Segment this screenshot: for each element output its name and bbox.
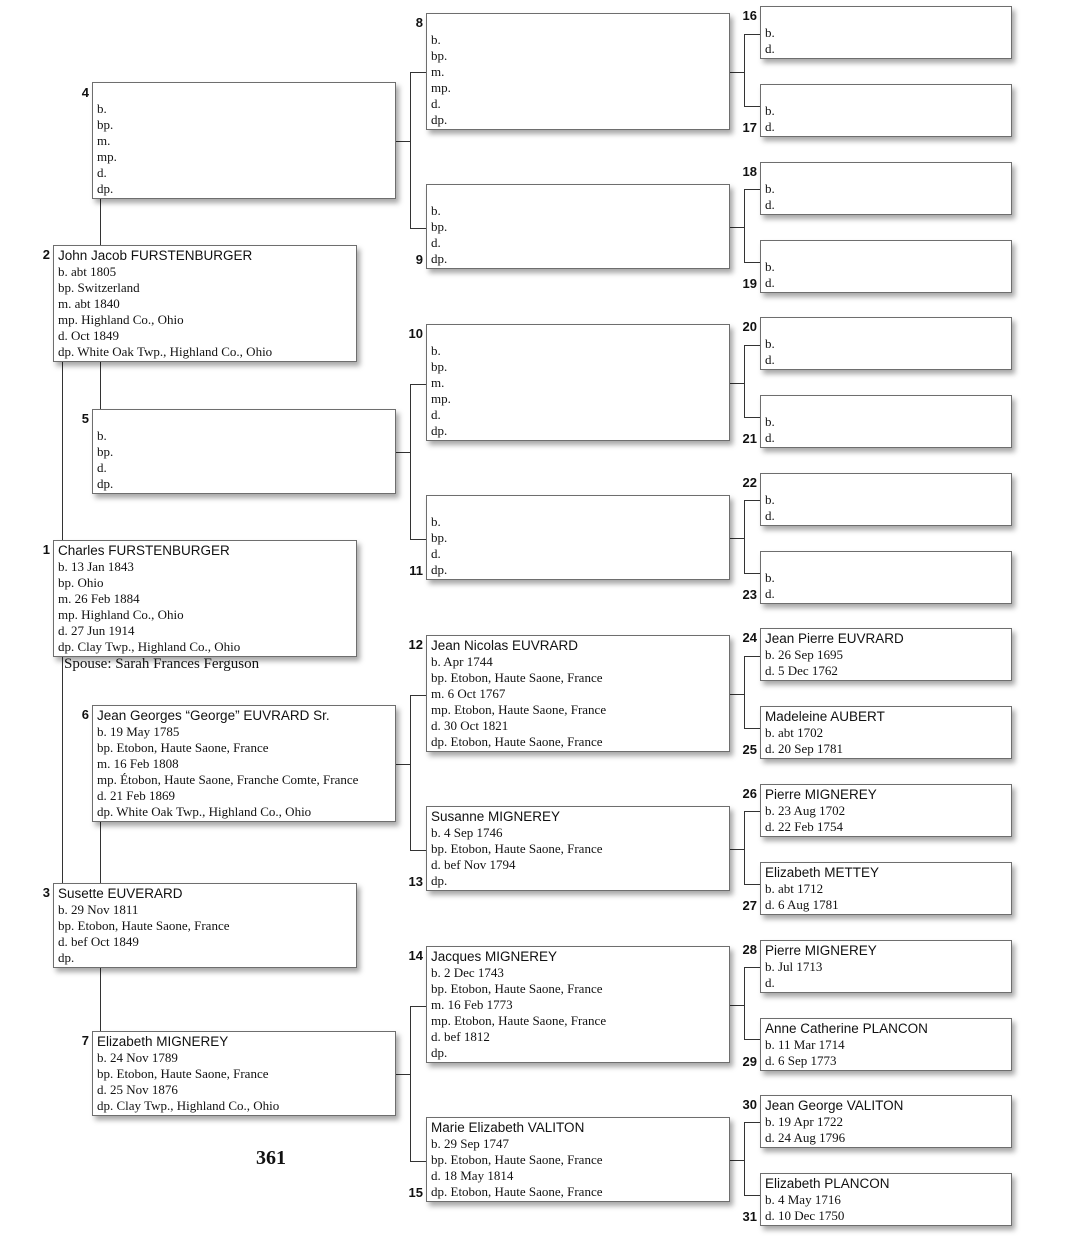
ahnentafel-number: 7 bbox=[81, 1033, 89, 1048]
person-detail-line: m. bbox=[97, 132, 111, 148]
person-detail-line: b. 11 Mar 1714 bbox=[765, 1037, 845, 1052]
person-detail-line: m. 6 Oct 1767 bbox=[431, 685, 506, 701]
person-detail-line: d. 18 May 1814 bbox=[431, 1167, 514, 1183]
connector-line bbox=[744, 189, 760, 190]
connector-line bbox=[410, 228, 426, 229]
person-box-18 bbox=[760, 162, 1012, 215]
person-name: Jean Georges “George” EUVRARD Sr. bbox=[97, 708, 330, 723]
person-detail-line: d. bbox=[97, 164, 107, 180]
person-box-15 bbox=[426, 1117, 730, 1202]
person-detail-line: d. 24 Aug 1796 bbox=[765, 1129, 846, 1145]
person-detail-line: mp. Highland Co., Ohio bbox=[58, 606, 184, 622]
person-detail-line: b. Jul 1713 bbox=[765, 959, 823, 974]
connector-line bbox=[730, 1160, 744, 1161]
connector-line bbox=[396, 141, 410, 142]
ahnentafel-number: 2 bbox=[42, 247, 50, 262]
connector-line bbox=[744, 345, 760, 346]
person-detail-line: bp. Switzerland bbox=[58, 279, 140, 295]
person-box-27 bbox=[760, 862, 1012, 915]
person-detail-line: d. 10 Dec 1750 bbox=[765, 1207, 845, 1223]
connector-line bbox=[410, 384, 426, 385]
ahnentafel-number: 26 bbox=[742, 786, 757, 801]
person-box-5 bbox=[92, 409, 396, 494]
person-detail-line: b. abt 1805 bbox=[58, 264, 117, 279]
person-name: Jean Pierre EUVRARD bbox=[765, 631, 904, 646]
person-detail-line: m. bbox=[431, 63, 445, 79]
person-detail-line: b. bbox=[97, 428, 107, 443]
person-detail-line: dp. bbox=[431, 111, 448, 127]
person-detail-line: m. 26 Feb 1884 bbox=[58, 590, 140, 606]
person-detail-line: bp. bbox=[431, 47, 448, 63]
person-detail-line: mp. bbox=[431, 390, 451, 406]
person-detail-line: dp. bbox=[431, 250, 448, 266]
person-box-19 bbox=[760, 240, 1012, 293]
connector-line bbox=[396, 1074, 410, 1075]
person-name bbox=[431, 187, 729, 203]
person-detail-line: b. bbox=[765, 103, 775, 118]
person-detail-line: d. bbox=[765, 974, 775, 990]
connector-line bbox=[744, 417, 760, 418]
person-name: Jacques MIGNEREY bbox=[431, 949, 558, 964]
person-detail-line: dp. bbox=[58, 949, 75, 965]
person-detail-line: mp. bbox=[97, 148, 117, 164]
person-name bbox=[97, 85, 395, 101]
person-box-31 bbox=[760, 1173, 1012, 1226]
spouse-line: Spouse: Sarah Frances Ferguson bbox=[64, 656, 260, 672]
connector-line bbox=[730, 383, 744, 384]
person-detail-line: d. 30 Oct 1821 bbox=[431, 717, 509, 733]
person-detail-line: b. bbox=[765, 25, 775, 40]
person-name bbox=[765, 476, 1011, 492]
person-name: Susanne MIGNEREY bbox=[431, 809, 561, 824]
person-box-14 bbox=[426, 946, 730, 1063]
person-detail-line: d. 5 Dec 1762 bbox=[765, 662, 838, 678]
ahnentafel-number: 1 bbox=[42, 542, 50, 557]
connector-line bbox=[410, 695, 411, 850]
person-box-25 bbox=[760, 706, 1012, 759]
person-name: Anne Catherine PLANCON bbox=[765, 1021, 928, 1036]
person-name: Charles FURSTENBURGER bbox=[58, 543, 230, 558]
person-box-9 bbox=[426, 184, 730, 269]
person-box-28 bbox=[760, 940, 1012, 993]
person-detail-line: m. 16 Feb 1773 bbox=[431, 996, 513, 1012]
connector-line bbox=[744, 967, 760, 968]
ahnentafel-number: 27 bbox=[742, 898, 757, 913]
person-detail-line: b. bbox=[431, 343, 441, 358]
connector-line bbox=[744, 1122, 760, 1123]
person-detail-line: d. 21 Feb 1869 bbox=[97, 787, 175, 803]
person-detail-line: m. abt 1840 bbox=[58, 295, 120, 311]
person-detail-line: d. bbox=[431, 234, 441, 250]
person-name bbox=[765, 87, 1011, 103]
person-detail-line: bp. bbox=[431, 529, 448, 545]
person-box-1 bbox=[53, 540, 357, 657]
person-box-20 bbox=[760, 317, 1012, 370]
person-detail-line: b. 29 Nov 1811 bbox=[58, 902, 139, 917]
connector-line bbox=[744, 34, 760, 35]
person-detail-line: dp. bbox=[97, 180, 114, 196]
person-detail-line: d. bbox=[97, 459, 107, 475]
person-detail-line: dp. White Oak Twp., Highland Co., Ohio bbox=[97, 803, 312, 819]
connector-line bbox=[730, 72, 744, 73]
ahnentafel-number: 18 bbox=[742, 164, 757, 179]
person-detail-line: bp. Ohio bbox=[58, 574, 104, 590]
ahnentafel-number: 25 bbox=[742, 742, 757, 757]
person-box-6 bbox=[92, 705, 396, 822]
person-detail-line: bp. bbox=[431, 358, 448, 374]
connector-line bbox=[730, 538, 744, 539]
person-detail-line: b. abt 1702 bbox=[765, 725, 824, 740]
connector-line bbox=[410, 1006, 411, 1161]
person-name: Elizabeth METTEY bbox=[765, 865, 880, 880]
person-detail-line: b. bbox=[431, 32, 441, 47]
connector-line bbox=[410, 539, 426, 540]
person-name: Susette EUVERARD bbox=[58, 886, 183, 901]
person-detail-line: d. bbox=[431, 545, 441, 561]
person-detail-line: b. bbox=[97, 101, 107, 116]
person-box-12 bbox=[426, 635, 730, 752]
person-name: Pierre MIGNEREY bbox=[765, 787, 877, 802]
ahnentafel-number: 14 bbox=[408, 948, 423, 963]
person-box-29 bbox=[760, 1018, 1012, 1071]
person-detail-line: b. 24 Nov 1789 bbox=[97, 1050, 178, 1065]
person-detail-line: b. bbox=[765, 181, 775, 196]
person-detail-line: mp. Highland Co., Ohio bbox=[58, 311, 184, 327]
person-box-4 bbox=[92, 82, 396, 199]
person-detail-line: dp. Clay Twp., Highland Co., Ohio bbox=[97, 1097, 280, 1113]
connector-line bbox=[744, 573, 760, 574]
person-detail-line: b. bbox=[765, 492, 775, 507]
person-detail-line: bp. bbox=[97, 116, 114, 132]
ahnentafel-number: 15 bbox=[408, 1185, 423, 1200]
person-box-10 bbox=[426, 324, 730, 441]
person-name bbox=[97, 412, 395, 428]
connector-line bbox=[410, 695, 426, 696]
connector-line bbox=[744, 1122, 745, 1195]
person-detail-line: b. abt 1712 bbox=[765, 881, 824, 896]
person-box-2 bbox=[53, 245, 357, 362]
person-detail-line: d. bbox=[765, 429, 775, 445]
person-detail-line: b. 13 Jan 1843 bbox=[58, 559, 134, 574]
person-detail-line: d. 25 Nov 1876 bbox=[97, 1081, 178, 1097]
connector-line bbox=[744, 811, 760, 812]
connector-line bbox=[62, 657, 63, 883]
person-name bbox=[765, 398, 1011, 414]
person-box-3 bbox=[53, 883, 357, 968]
person-name bbox=[431, 16, 729, 32]
person-detail-line: mp. Etobon, Haute Saone, France bbox=[431, 701, 607, 717]
person-name bbox=[431, 498, 729, 514]
person-detail-line: b. 4 Sep 1746 bbox=[431, 825, 503, 840]
person-name: Elizabeth PLANCON bbox=[765, 1176, 890, 1191]
person-detail-line: b. Apr 1744 bbox=[431, 654, 493, 669]
person-detail-line: d. 6 Sep 1773 bbox=[765, 1052, 837, 1068]
connector-line bbox=[744, 189, 745, 262]
person-box-8 bbox=[426, 13, 730, 130]
ahnentafel-number: 21 bbox=[742, 431, 757, 446]
person-detail-line: b. 19 May 1785 bbox=[97, 724, 180, 739]
person-detail-line: b. 23 Aug 1702 bbox=[765, 803, 846, 818]
person-detail-line: d. bbox=[431, 95, 441, 111]
person-box-23 bbox=[760, 551, 1012, 604]
person-detail-line: b. bbox=[431, 514, 441, 529]
ahnentafel-number: 10 bbox=[408, 326, 423, 341]
connector-line bbox=[410, 850, 426, 851]
person-detail-line: b. 19 Apr 1722 bbox=[765, 1114, 843, 1129]
person-name: Marie Elizabeth VALITON bbox=[431, 1120, 585, 1135]
ahnentafel-number: 19 bbox=[742, 276, 757, 291]
connector-line bbox=[744, 1195, 760, 1196]
ahnentafel-number: 5 bbox=[81, 411, 89, 426]
connector-line bbox=[730, 1005, 744, 1006]
person-detail-line: d. bef Oct 1849 bbox=[58, 933, 139, 949]
ahnentafel-number: 28 bbox=[742, 942, 757, 957]
person-detail-line: d. bbox=[765, 274, 775, 290]
person-detail-line: bp. Etobon, Haute Saone, France bbox=[431, 980, 603, 996]
person-detail-line: d. 22 Feb 1754 bbox=[765, 818, 843, 834]
person-detail-line: b. bbox=[765, 259, 775, 274]
ahnentafel-number: 20 bbox=[742, 319, 757, 334]
ahnentafel-number: 24 bbox=[742, 630, 757, 645]
person-name: Pierre MIGNEREY bbox=[765, 943, 877, 958]
connector-line bbox=[744, 656, 760, 657]
person-detail-line: bp. bbox=[97, 443, 114, 459]
connector-line bbox=[396, 764, 410, 765]
person-box-26 bbox=[760, 784, 1012, 837]
person-detail-line: d. bbox=[765, 118, 775, 134]
person-detail-line: b. 2 Dec 1743 bbox=[431, 965, 504, 980]
connector-line bbox=[744, 1039, 760, 1040]
ahnentafel-number: 4 bbox=[81, 85, 89, 100]
person-box-13 bbox=[426, 806, 730, 891]
connector-line bbox=[100, 968, 101, 1031]
connector-line bbox=[410, 72, 411, 228]
page-number: 361 bbox=[256, 1147, 286, 1169]
person-detail-line: dp. bbox=[431, 561, 448, 577]
person-detail-line: b. bbox=[431, 203, 441, 218]
person-name bbox=[765, 320, 1011, 336]
person-detail-line: bp. Etobon, Haute Saone, France bbox=[431, 840, 603, 856]
ahnentafel-number: 31 bbox=[742, 1209, 757, 1224]
connector-line bbox=[100, 199, 101, 245]
person-name: Elizabeth MIGNEREY bbox=[97, 1034, 229, 1049]
person-detail-line: d. bef Nov 1794 bbox=[431, 856, 516, 872]
ahnentafel-number: 13 bbox=[408, 874, 423, 889]
connector-line bbox=[744, 811, 745, 884]
connector-line bbox=[744, 345, 745, 417]
ahnentafel-number: 3 bbox=[42, 885, 50, 900]
person-name: Jean George VALITON bbox=[765, 1098, 904, 1113]
person-detail-line: dp. bbox=[431, 872, 448, 888]
connector-line bbox=[744, 500, 745, 573]
person-detail-line: mp. Etobon, Haute Saone, France bbox=[431, 1012, 607, 1028]
person-detail-line: bp. Etobon, Haute Saone, France bbox=[431, 1151, 603, 1167]
connector-line bbox=[410, 72, 426, 73]
person-name: John Jacob FURSTENBURGER bbox=[58, 248, 253, 263]
connector-line bbox=[744, 106, 760, 107]
person-detail-line: m. bbox=[431, 374, 445, 390]
ahnentafel-number: 29 bbox=[742, 1054, 757, 1069]
ahnentafel-number: 6 bbox=[81, 707, 89, 722]
person-box-24 bbox=[760, 628, 1012, 681]
connector-line bbox=[396, 452, 410, 453]
person-detail-line: dp. bbox=[431, 1044, 448, 1060]
connector-line bbox=[410, 1161, 426, 1162]
person-detail-line: mp. bbox=[431, 79, 451, 95]
person-detail-line: d. bef 1812 bbox=[431, 1028, 490, 1044]
person-detail-line: d. bbox=[765, 351, 775, 367]
connector-line bbox=[744, 262, 760, 263]
ahnentafel-number: 22 bbox=[742, 475, 757, 490]
connector-line bbox=[100, 362, 101, 409]
connector-line bbox=[730, 849, 744, 850]
person-detail-line: b. bbox=[765, 570, 775, 585]
person-detail-line: dp. Etobon, Haute Saone, France bbox=[431, 1183, 603, 1199]
connector-line bbox=[744, 500, 760, 501]
person-name: Madeleine AUBERT bbox=[765, 709, 885, 724]
person-name bbox=[765, 9, 1011, 25]
person-detail-line: dp. Etobon, Haute Saone, France bbox=[431, 733, 603, 749]
person-detail-line: bp. Etobon, Haute Saone, France bbox=[97, 739, 269, 755]
ahnentafel-number: 30 bbox=[742, 1097, 757, 1112]
connector-line bbox=[744, 34, 745, 106]
person-box-16 bbox=[760, 6, 1012, 59]
person-detail-line: d. bbox=[431, 406, 441, 422]
person-name bbox=[765, 243, 1011, 259]
person-detail-line: bp. Etobon, Haute Saone, France bbox=[58, 917, 230, 933]
person-name bbox=[765, 554, 1011, 570]
connector-line bbox=[410, 1006, 426, 1007]
connector-line bbox=[730, 694, 744, 695]
person-detail-line: bp. bbox=[431, 218, 448, 234]
person-box-30 bbox=[760, 1095, 1012, 1148]
person-detail-line: d. bbox=[765, 40, 775, 56]
person-box-11 bbox=[426, 495, 730, 580]
person-detail-line: d. 27 Jun 1914 bbox=[58, 622, 135, 638]
person-detail-line: dp. Clay Twp., Highland Co., Ohio bbox=[58, 638, 241, 654]
ahnentafel-number: 9 bbox=[415, 252, 423, 267]
person-detail-line: b. 29 Sep 1747 bbox=[431, 1136, 509, 1151]
person-detail-line: b. bbox=[765, 336, 775, 351]
ahnentafel-number: 11 bbox=[409, 563, 423, 578]
ahnentafel-number: 23 bbox=[742, 587, 757, 602]
connector-line bbox=[410, 384, 411, 539]
connector-line bbox=[730, 227, 744, 228]
person-detail-line: b. 26 Sep 1695 bbox=[765, 647, 843, 662]
connector-line bbox=[744, 728, 760, 729]
person-detail-line: b. 4 May 1716 bbox=[765, 1192, 841, 1207]
person-detail-line: d. Oct 1849 bbox=[58, 327, 120, 343]
ahnentafel-number: 8 bbox=[415, 15, 423, 30]
connector-line bbox=[100, 822, 101, 883]
person-detail-line: dp. bbox=[97, 475, 114, 491]
ahnentafel-number: 12 bbox=[408, 637, 423, 652]
ahnentafel-number: 16 bbox=[742, 8, 757, 23]
connector-line bbox=[62, 362, 63, 540]
person-detail-line: d. bbox=[765, 507, 775, 523]
connector-line bbox=[744, 656, 745, 728]
person-detail-line: d. bbox=[765, 585, 775, 601]
person-detail-line: m. 16 Feb 1808 bbox=[97, 755, 179, 771]
person-detail-line: d. bbox=[765, 196, 775, 212]
connector-line bbox=[744, 884, 760, 885]
person-name: Jean Nicolas EUVRARD bbox=[431, 638, 579, 653]
person-detail-line: d. 20 Sep 1781 bbox=[765, 740, 843, 756]
ahnentafel-number: 17 bbox=[742, 120, 757, 135]
person-name bbox=[431, 327, 729, 343]
person-name bbox=[765, 165, 1011, 181]
connector-line bbox=[744, 967, 745, 1039]
person-detail-line: dp. bbox=[431, 422, 448, 438]
person-box-22 bbox=[760, 473, 1012, 526]
person-detail-line: bp. Etobon, Haute Saone, France bbox=[431, 669, 603, 685]
person-box-7 bbox=[92, 1031, 396, 1116]
person-detail-line: mp. Étobon, Haute Saone, Franche Comte, France bbox=[97, 771, 359, 787]
person-box-17 bbox=[760, 84, 1012, 137]
person-detail-line: dp. White Oak Twp., Highland Co., Ohio bbox=[58, 343, 273, 359]
person-detail-line: bp. Etobon, Haute Saone, France bbox=[97, 1065, 269, 1081]
person-detail-line: b. bbox=[765, 414, 775, 429]
person-detail-line: d. 6 Aug 1781 bbox=[765, 896, 839, 912]
person-box-21 bbox=[760, 395, 1012, 448]
